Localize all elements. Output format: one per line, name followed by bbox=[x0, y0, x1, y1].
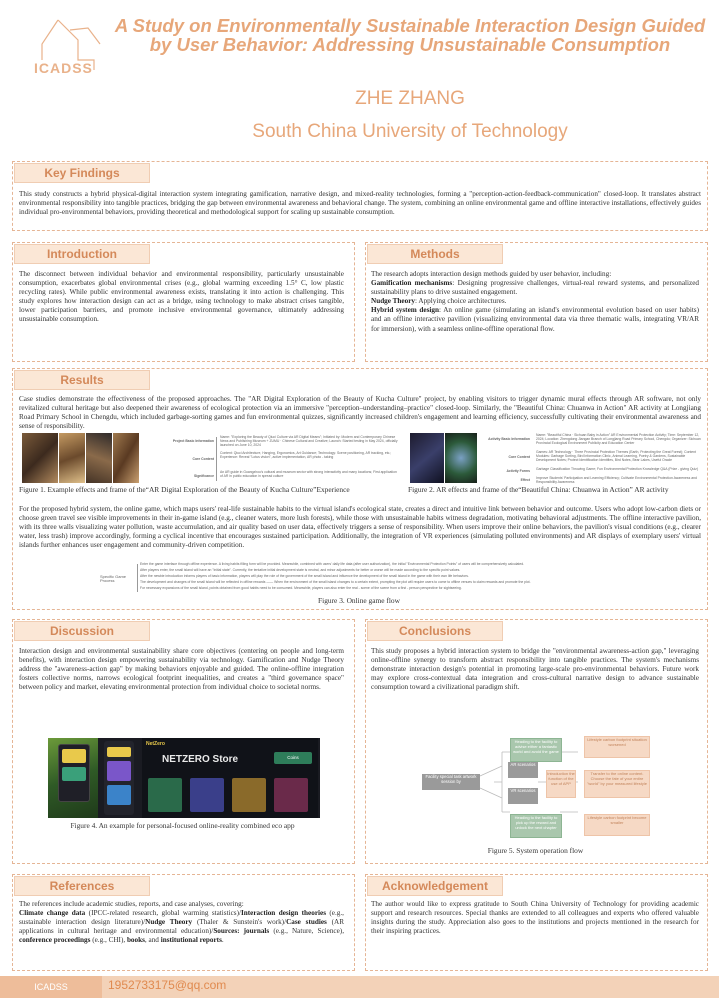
chuanwa-photo-2 bbox=[445, 433, 477, 483]
methods-heading: Methods bbox=[367, 244, 503, 264]
fig5-node-bottom: Heading to the facility to pick up the reward and unlock the next chapter bbox=[510, 814, 562, 838]
ref-text-6: (e.g., CHI), bbox=[90, 936, 127, 945]
fig3-label: Specific Game Process bbox=[100, 574, 127, 584]
fig5-node-r1: Lifestyle carbon footprint situation worsened bbox=[584, 736, 650, 758]
references-intro: The references include academic studies, reports, and case analyses, covering: bbox=[19, 900, 244, 908]
references-heading: References bbox=[14, 876, 150, 896]
fig1-row-label-1: Project Basic Information bbox=[172, 439, 214, 443]
results-para-1: Case studies demonstrate the effectiveness of the proposed approaches. The "AR Digital Exploration of the Beauty of Kucha Culture" project, by enabling visitors to trigger dynamic mural effects through AR software, not only revitalized cultural heritage but also deepened their awareness of ecological protection via an immersive "perception–understanding–practice" closed-loop. Similarly, the "Beautiful China: Chuanwa in Action" AR activity at Longjiang Road Primary School in Chengdu, which included garbage-sorting games and fun environmental quizzes, significantly increased children's engagement and learning efficiency, successfully cultivating their environmental awareness and sense of responsibility. bbox=[19, 395, 701, 430]
conclusions-heading: Conclusions bbox=[367, 621, 503, 641]
fig4-phone2-card bbox=[107, 761, 131, 781]
fig4-phone-1 bbox=[58, 744, 90, 802]
fig5-node-ar: AR scenarios bbox=[508, 762, 538, 778]
ref-text-4: (AR applications in cultural heritage and environmental education)/ bbox=[19, 918, 344, 936]
ref-text-5: (e.g., Nature, Science), bbox=[269, 927, 344, 936]
fig3-step-5: For necessary expansions of the small island, points obtained from good habits need to be consumed. Meanwhile, players can also enter the real - scene of the scene from a first - person perspective for sightseeing. bbox=[140, 586, 462, 590]
fig3-step-3: After the newbie introduction informs players of basic information, players will play the role of the government of the small island and influence the development of the small island in the game with their own life behaviors. bbox=[140, 574, 469, 578]
fig3-game-flow bbox=[100, 562, 700, 594]
logo-text: ICADSS bbox=[34, 60, 93, 76]
ref-text-3: (Thaler & Sunstein's work)/ bbox=[192, 918, 287, 927]
methods-text-2: : Applying choice architectures. bbox=[415, 297, 507, 306]
figure-4-caption: Figure 4. An example for personal-focused online-reality combined eco app bbox=[70, 821, 295, 830]
ref-term-6: conference proceedings bbox=[19, 936, 91, 945]
author-name: ZHE ZHANG bbox=[355, 88, 465, 109]
chuanwa-photo-1 bbox=[410, 433, 444, 483]
fig5-node-r2: Transfer to the online content. Choose the fate of your entire "world" by your measured lifestyle bbox=[584, 770, 650, 798]
fig2-row-label-2: Core Content bbox=[508, 455, 530, 459]
methods-term-3: Hybrid system design bbox=[371, 306, 439, 315]
fig4-store-screen bbox=[142, 738, 318, 818]
affiliation: South China University of Technology bbox=[252, 121, 568, 142]
fig4-product-2 bbox=[190, 778, 224, 812]
methods-intro: The research adopts interaction design methods guided by user behavior, including: bbox=[371, 270, 612, 278]
kucha-photo-3 bbox=[86, 433, 112, 483]
ref-text-7: , and bbox=[144, 936, 161, 945]
methods-text-3: : An online game (simulating an island's environmental evolution based on user habits) and an offline interactive pavilion (visualizing environmental data via three thematic walls, integrating VR/AR for immersion), with a seamless online-offline operational flow. bbox=[371, 306, 700, 333]
fig3-step-4: The development and changes of the small island will be reflected in offline rewards —— When the environment of the small island changes to a certain extent, prompting the plot will require users to come to offline venues to claim rewards and promote the plot. bbox=[140, 580, 531, 584]
fig4-phone2-card-2 bbox=[107, 785, 131, 805]
footer-label: ICADSS bbox=[0, 976, 102, 998]
fig1-row-label-3: Significance bbox=[194, 474, 214, 478]
kucha-photo-2 bbox=[59, 433, 85, 483]
discussion-body: Interaction design and environmental sustainability share core objectives (centering on people and long-term benefits), with interaction design empowering sustainability via technology. Gamification and Nudge Theory address the "awareness-action gap" by making behaviors enjoyable and guided. The online-offline integration fosters collective norms, narrows ecological footprint inequalities, and creates a "third governance space" between policy and market, elevating environmental protection from individual choice to societal norms. bbox=[19, 647, 344, 692]
ref-text-2: (e.g., sustainable interaction design literature)/ bbox=[19, 909, 344, 927]
methods-text-1: : Designing progressive challenges, virtual-real reward systems, and personalized sustainability plans to drive sustained engagement. bbox=[371, 279, 699, 297]
fig4-product-3 bbox=[232, 778, 266, 812]
ref-text-8: . bbox=[221, 936, 224, 945]
conclusions-body: This study proposes a hybrid interaction system to bridge the "environmental awareness-action gap," leveraging online-offline synergy to transform abstract responsibility into tangible practices. The system's mechanisms demonstrate interaction design's potential in promoting large-scale pro-environmental behaviors. Future work may explore cross-contextual data integration and cross-cultural narrative design to advance sustainable consumption toward a civilizational paradigm shift. bbox=[371, 647, 699, 692]
fig2-row-text-4: Improve Students' Participation and Learning Efficiency; Cultivate Environmental Protection Awareness and Responsibility Awareness bbox=[536, 476, 697, 485]
fig5-system-flow bbox=[418, 732, 658, 842]
figure-1-caption: Figure 1. Example effects and frame of the“AR Digital Exploration of the Beauty of Kucha Culture”Experience bbox=[19, 485, 350, 494]
fig5-node-r3: Lifestyle carbon footprint become smaller bbox=[584, 814, 650, 836]
methods-term-2: Nudge Theory bbox=[371, 297, 415, 306]
footer-email[interactable]: 1952733175@qq.com bbox=[108, 978, 227, 992]
fig4-phone-card bbox=[62, 767, 86, 781]
references-body bbox=[19, 900, 344, 945]
key-findings-body: This study constructs a hybrid physical-digital interaction system integrating gamification, narrative design, and mixed-reality technologies, forming a "perception-action-feedback-communication" closed-loop. It translates abstract environmental responsibility into tangible practices, bridging the gap between environmental awareness and behavioral change. The system, combining an online environmental game and offline interactive installations, effectively guides individual pro-environmental behaviors, providing theoretical and methodological support for scaling up sustainable consumption. bbox=[19, 190, 701, 217]
fig4-phone2-bar bbox=[107, 747, 131, 757]
ref-term-2: Interaction design theories bbox=[240, 909, 327, 918]
acknowledgement-body: The author would like to express gratitude to South China University of Technology for providing academic support and research resources. Special thanks are extended to all colleagues and experts who offered valuable insights during the study. Appreciation also goes to the institutions and projects mentioned in the research for their inspiring practices. bbox=[371, 900, 699, 936]
fig4-store-title: NETZERO Store bbox=[162, 754, 239, 765]
fig5-node-vr: VR scenarios bbox=[508, 788, 538, 804]
fig1-row-text-3: An AR guide in Guangzhou's cultural and museum sector with strong interactivity and many locations; First application of AR in public education in spread culture bbox=[220, 470, 397, 479]
introduction-heading: Introduction bbox=[14, 244, 150, 264]
fig3-step-2: After players enter, the small island will have an "initial state". Currently, the tentative initial development state is neutral, and minor adjustments for better or worse will be made according to the specific point values. bbox=[140, 568, 461, 572]
fig2-row-text-2: Games: AR Technology · Three Provincial Protection Themes (Earth, Protecting the Great Forest); Content Modules: Garbage Sorting, Bird Information Clinic, Animal Learning, Poetry & Gardens, Sustainable Development Notes; Protect Identification Identifies, Bird Notes, Bear Lakes, Useful Oracle bbox=[536, 450, 696, 463]
fig1-bracket bbox=[216, 437, 217, 481]
fig1-row-label-2: Core Content bbox=[192, 457, 214, 461]
ref-term-5: Sources: journals bbox=[213, 927, 270, 936]
introduction-body: The disconnect between individual behavior and environmental responsibility, particularly unsustainable consumption, exacerbates global environmental crises (e.g., global warming exceeding 1.5° C, low plastic recycling rates). While public environmental awareness exists, translating it into action is challenging. This study explores how interaction design can act as a bridge, using technology to make abstract crises tangible, lower participation barriers, and promote inclusive environmental governance, ultimately addressing unsustainable consumption. bbox=[19, 270, 344, 324]
icadss-logo-icon bbox=[18, 14, 108, 94]
figure-2-caption: Figure 2. AR effects and frame of the“Beautiful China: Chuanwa in Action” AR activity bbox=[408, 485, 669, 494]
fig4-phone-banner bbox=[62, 749, 86, 763]
methods-body bbox=[371, 270, 699, 334]
key-findings-heading: Key Findings bbox=[14, 163, 150, 183]
fig1-row-text-2: Content: Qiuci Architecture, Hanging, Ergonomics, Art Guidance; Technology: Scene positioning, AR tracking, etc.; Experience: Reveal "Lotus vision", active implementation, AR photo - taking bbox=[220, 451, 392, 460]
fig4-phone-2 bbox=[104, 741, 134, 815]
fig5-node-intro: Introduction the function of the use of APP bbox=[546, 770, 576, 798]
ref-term-1: Climate change data bbox=[19, 909, 86, 918]
methods-term-1: Gamification mechanisms bbox=[371, 279, 453, 288]
fig2-row-label-3: Activity Forms bbox=[506, 469, 530, 473]
fig5-node-facility: Facility special task artwork session by bbox=[422, 774, 480, 790]
fig4-app-image bbox=[48, 738, 320, 818]
fig2-row-text-3: Garbage Classification Throwing Game; Fun Environmental Protection Knowledge Q&A (Prize - giving Quiz) bbox=[536, 467, 699, 471]
fig2-frame-table bbox=[482, 433, 704, 485]
figure-5-caption: Figure 5. System operation flow bbox=[487, 846, 584, 855]
ref-text-1: (IPCC-related research, global warming statistics)/ bbox=[85, 909, 241, 918]
fig4-coins-badge: Coins bbox=[274, 752, 312, 764]
fig2-row-text-1: Name: "Beautiful China · Sichuan Baby in Action" AR Environmental Protection Activity; Time: September 12, 2024; Location: Zhengdong Jiangan Branch of Longjiang Road Primary School, Chengdu; Organizer: Sichuan Provincial Ecological Environment Publicity and Education Center bbox=[536, 433, 701, 446]
fig4-brand: NetZero bbox=[146, 741, 165, 747]
ref-term-7: books bbox=[126, 936, 145, 945]
fig1-row-text-1: Name: "Exploring the Beauty of Qiuci Culture via AR Digital Means"; Initiated by: Modern and Contemporary Chinese News and Publishing Museum + ZUMU · Chinese Cultural and Creative; Launch: Started testing in May 2024, officially launched on June 10, 2024 bbox=[220, 435, 398, 448]
ref-term-3: Nudge Theory bbox=[145, 918, 193, 927]
ref-term-8: institutional reports bbox=[160, 936, 222, 945]
discussion-heading: Discussion bbox=[14, 621, 150, 641]
fig2-row-label-4: Effect bbox=[520, 478, 530, 482]
acknowledgement-heading: Acknowledgement bbox=[367, 876, 503, 896]
results-para-2: For the proposed hybrid system, the online game, which maps users' real-life sustainable habits to the virtual island's ecological state, creates a direct and intuitive link between behavior and outcome. Users who adopt low-carbon diets or choose green travel see visible improvements in their in-game island (e.g., cleaner waters, more lush forests), while those with unsustainable habits witness degradation, motivating behavioral adjustments. The offline interactive pavilion, with its three walls visualizing water pollution, waste accumulation, and air quality based on user data, effectively triggers a sense of responsibility. When users improve their online behaviors, the pavilion's visual conditions (e.g., clearer water, less trash) improve accordingly, forming a cyclical incentive that encourages sustained participation. Additionally, the integration of VR experiences (simulating polluted environments) and AR displays of exemplary users' virtual islands further enhances user engagement and community-driven competition. bbox=[19, 505, 701, 550]
poster-title: A Study on Environmentally Sustainable Interaction Design Guided by User Behavior: Addressing Unsustainable Consumption bbox=[114, 15, 706, 55]
fig4-product-1 bbox=[148, 778, 182, 812]
results-heading: Results bbox=[14, 370, 150, 390]
kucha-photo-4 bbox=[113, 433, 139, 483]
ref-term-4: Case studies bbox=[286, 918, 327, 927]
fig1-frame-table bbox=[144, 435, 399, 483]
figure-3-caption: Figure 3. Online game flow bbox=[318, 596, 400, 605]
kucha-photo-1 bbox=[22, 433, 58, 483]
fig2-row-label-1: Activity Basic Information bbox=[488, 437, 530, 441]
fig3-step-1: Enter the game interface through offline experience. A living habits filling form will be provided. Meanwhile, combined with users' daily life data (after user authorization), the initial "Environmental Protection Points" of users will be comprehensively calculated. bbox=[140, 562, 525, 566]
fig4-product-4 bbox=[274, 778, 308, 812]
fig3-bracket bbox=[137, 564, 138, 592]
fig5-node-top: Heading to the facility to advise either a fantastic world and avoid the game bbox=[510, 738, 562, 762]
